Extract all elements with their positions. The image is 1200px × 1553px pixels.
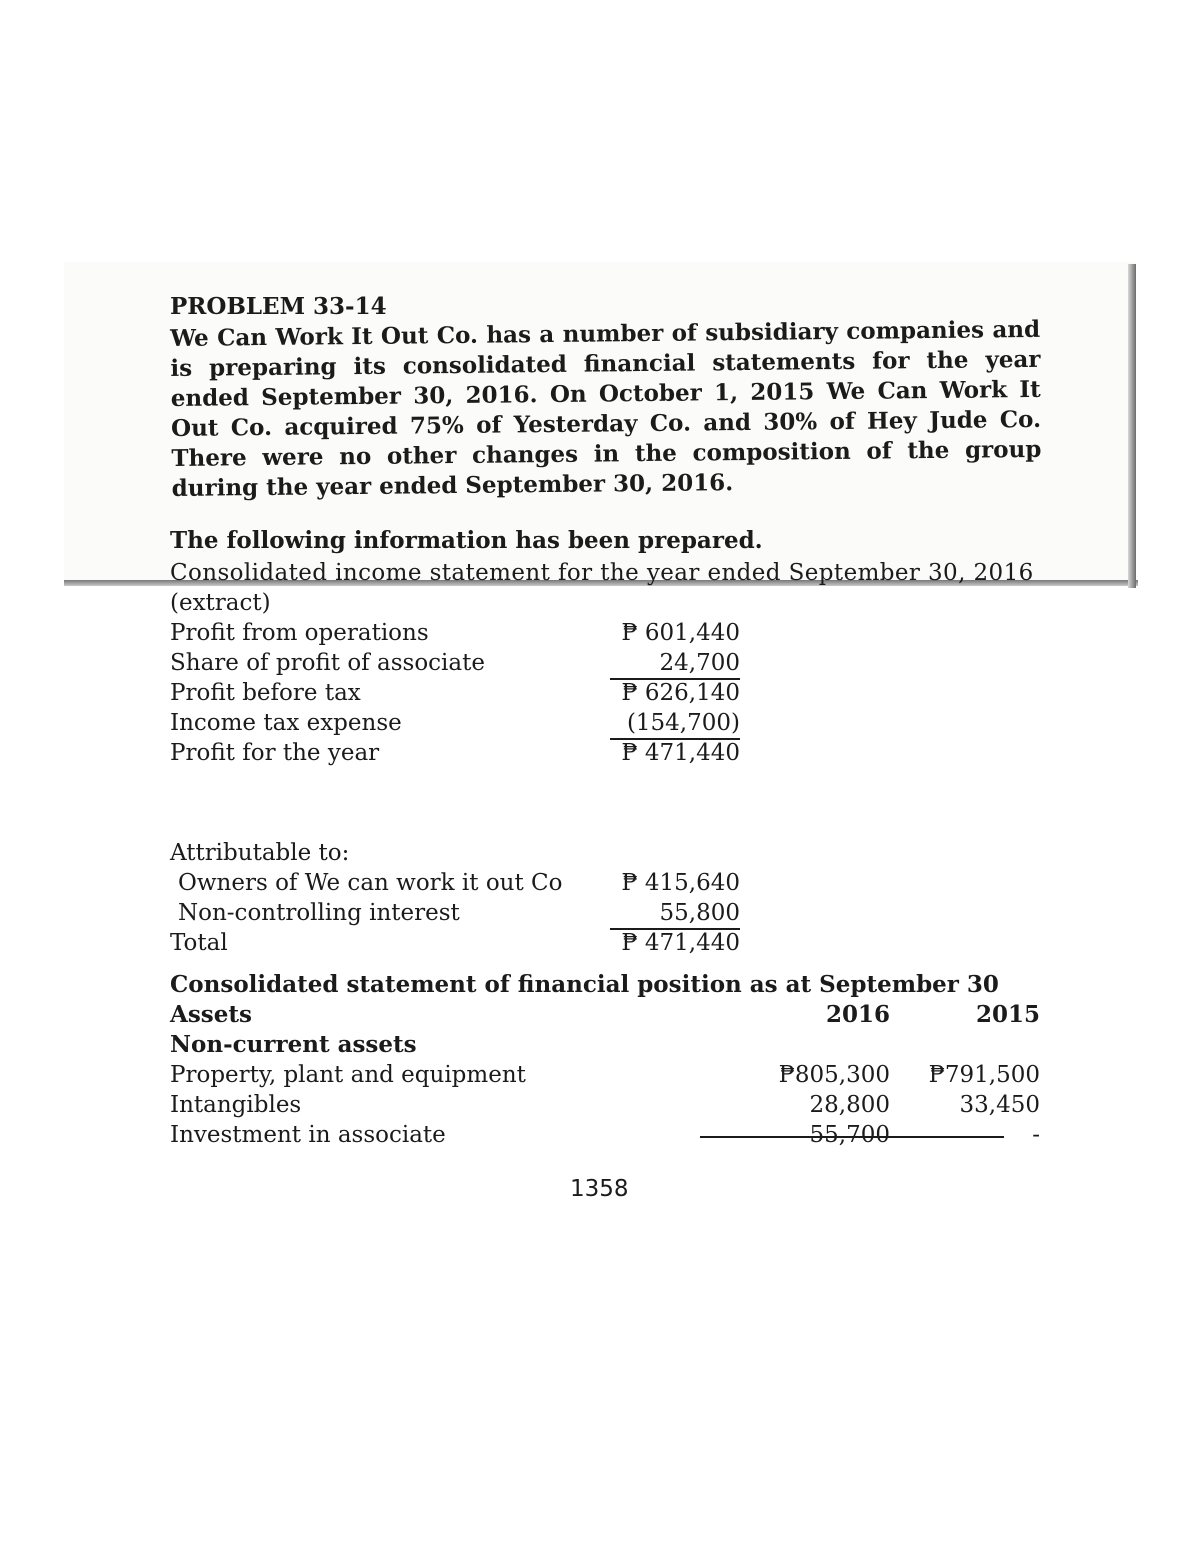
total-rule	[700, 1136, 1004, 1138]
row-label: Intangibles	[170, 1092, 302, 1118]
row-2015: -	[1032, 1122, 1040, 1148]
year-2015-header: 2015	[975, 1001, 1040, 1028]
income-statement-title	[170, 558, 1040, 618]
row-2016: 28,800	[809, 1092, 890, 1118]
page-number: 1358	[570, 1176, 629, 1202]
row-label: Total	[170, 930, 228, 956]
row-2015: ₱791,500	[928, 1062, 1040, 1088]
row-label: Profit before tax	[170, 680, 361, 706]
financial-position-header	[170, 1000, 1040, 1030]
row-amount: ₱ 601,440	[621, 620, 740, 646]
income-row	[170, 648, 740, 678]
problem-title: PROBLEM 33-14	[170, 293, 387, 320]
year-2016-header: 2016	[825, 1001, 890, 1028]
asset-row	[170, 1090, 1040, 1120]
attributable-row	[170, 868, 740, 898]
income-statement-title-text: Consolidated income statement for the year ended September 30, 2016	[170, 560, 1034, 586]
prepared-note: The following information has been prepared.	[170, 527, 763, 554]
assets-label: Assets	[170, 1001, 252, 1028]
income-statement-title-suffix: (extract)	[170, 590, 271, 616]
financial-position-title: Consolidated statement of financial position as at September 30	[170, 971, 999, 998]
income-row	[170, 618, 740, 648]
row-2016: 55,700	[809, 1122, 890, 1148]
document-body	[170, 292, 1040, 1150]
row-amount: ₱ 626,140	[621, 680, 740, 706]
income-row	[170, 708, 740, 738]
income-row	[170, 738, 740, 768]
row-amount: 24,700	[610, 648, 740, 680]
asset-row	[170, 1120, 1040, 1150]
asset-row	[170, 1060, 1040, 1090]
row-2016: ₱805,300	[778, 1062, 890, 1088]
row-amount: (154,700)	[610, 708, 740, 740]
row-label: Owners of We can work it out Co	[178, 870, 563, 896]
row-label: Profit from operations	[170, 620, 429, 646]
row-amount: ₱ 415,640	[621, 870, 740, 896]
row-amount: ₱ 471,440	[621, 740, 740, 766]
row-amount: 55,800	[610, 898, 740, 930]
row-label: Share of profit of associate	[170, 650, 485, 676]
row-2015: 33,450	[959, 1092, 1040, 1118]
row-label: Profit for the year	[170, 740, 380, 766]
income-row	[170, 678, 740, 708]
page-edge-shadow-right	[1128, 264, 1136, 588]
row-label: Investment in associate	[170, 1122, 446, 1148]
row-label: Non-controlling interest	[178, 900, 460, 926]
attributable-row	[170, 928, 740, 958]
non-current-assets-heading: Non-current assets	[170, 1031, 417, 1058]
attributable-heading: Attributable to:	[170, 840, 350, 866]
attributable-row	[170, 898, 740, 928]
income-statement	[170, 618, 740, 768]
row-amount: ₱ 471,440	[621, 930, 740, 956]
row-label: Income tax expense	[170, 710, 402, 736]
row-label: Property, plant and equipment	[170, 1062, 526, 1088]
problem-intro: We Can Work It Out Co. has a number of subsidiary companies and is preparing its consolidated financial statements for the year ended September 30, 2016. On October 1, 2015 We Can Work It Out Co. acquired 75% of Yesterday Co. and 30% of Hey Jude Co. There were no other changes in the composition of the group during the year ended September 30, 2016.	[170, 315, 1042, 502]
attributable-section	[170, 838, 740, 958]
